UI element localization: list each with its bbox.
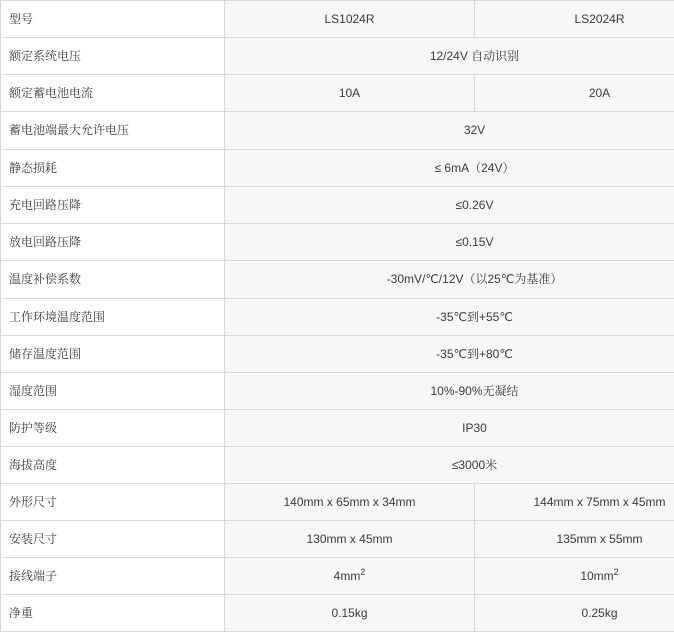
table-row bbox=[1, 521, 674, 558]
row-label: 外形尺寸 bbox=[1, 484, 225, 521]
row-value bbox=[225, 558, 475, 595]
row-value: -35℃到+55℃ bbox=[225, 299, 674, 336]
row-value bbox=[475, 558, 674, 595]
row-label: 安装尺寸 bbox=[1, 521, 225, 558]
row-value: 135mm x 55mm bbox=[475, 521, 674, 558]
table-row bbox=[1, 1, 674, 38]
superscript: 2 bbox=[360, 567, 365, 577]
table-row bbox=[1, 447, 674, 484]
row-value-text: 4mm bbox=[334, 569, 361, 583]
table-row bbox=[1, 150, 674, 187]
row-value: 32V bbox=[225, 112, 674, 150]
table-row bbox=[1, 75, 674, 112]
row-label: 海拔高度 bbox=[1, 447, 225, 484]
row-label: 额定系统电压 bbox=[1, 38, 225, 75]
row-label: 静态损耗 bbox=[1, 150, 225, 187]
row-label: 防护等级 bbox=[1, 410, 225, 447]
table-row bbox=[1, 336, 674, 373]
row-value: 10%-90%无凝结 bbox=[225, 373, 674, 410]
row-label: 接线端子 bbox=[1, 558, 225, 595]
row-value: 10A bbox=[225, 75, 475, 112]
row-label: 湿度范围 bbox=[1, 373, 225, 410]
row-value: 12/24V 自动识别 bbox=[225, 38, 674, 75]
row-label: 蓄电池端最大允许电压 bbox=[1, 112, 225, 150]
superscript: 2 bbox=[614, 567, 619, 577]
table-row bbox=[1, 373, 674, 410]
row-label: 额定蓄电池电流 bbox=[1, 75, 225, 112]
row-value: -35℃到+80℃ bbox=[225, 336, 674, 373]
row-value: ≤ 6mA（24V） bbox=[225, 150, 674, 187]
row-value: 144mm x 75mm x 45mm bbox=[475, 484, 674, 521]
row-label: 净重 bbox=[1, 595, 225, 632]
row-value-text: 10mm bbox=[580, 569, 613, 583]
row-value-model-ls2024r: LS2024R bbox=[475, 1, 674, 38]
row-label: 储存温度范围 bbox=[1, 336, 225, 373]
table-row bbox=[1, 38, 674, 75]
row-value: IP30 bbox=[225, 410, 674, 447]
specifications-table-body bbox=[1, 1, 674, 632]
row-value: ≤3000米 bbox=[225, 447, 674, 484]
row-value: 0.25kg bbox=[475, 595, 674, 632]
row-label: 工作环境温度范围 bbox=[1, 299, 225, 336]
table-row bbox=[1, 558, 674, 595]
row-value: 0.15kg bbox=[225, 595, 475, 632]
row-value: ≤0.26V bbox=[225, 187, 674, 224]
row-value: 140mm x 65mm x 34mm bbox=[225, 484, 475, 521]
row-value: 130mm x 45mm bbox=[225, 521, 475, 558]
row-label: 充电回路压降 bbox=[1, 187, 225, 224]
row-label: 放电回路压降 bbox=[1, 224, 225, 261]
row-value-model-ls1024r: LS1024R bbox=[225, 1, 475, 38]
row-value: 20A bbox=[475, 75, 674, 112]
table-row bbox=[1, 187, 674, 224]
table-row bbox=[1, 224, 674, 261]
row-value: -30mV/℃/12V（以25℃为基准） bbox=[225, 261, 674, 299]
table-row bbox=[1, 484, 674, 521]
table-row bbox=[1, 299, 674, 336]
table-row bbox=[1, 112, 674, 150]
table-row bbox=[1, 261, 674, 299]
row-value: ≤0.15V bbox=[225, 224, 674, 261]
row-label: 型号 bbox=[1, 1, 225, 38]
table-row bbox=[1, 410, 674, 447]
table-row bbox=[1, 595, 674, 632]
row-label: 温度补偿系数 bbox=[1, 261, 225, 299]
